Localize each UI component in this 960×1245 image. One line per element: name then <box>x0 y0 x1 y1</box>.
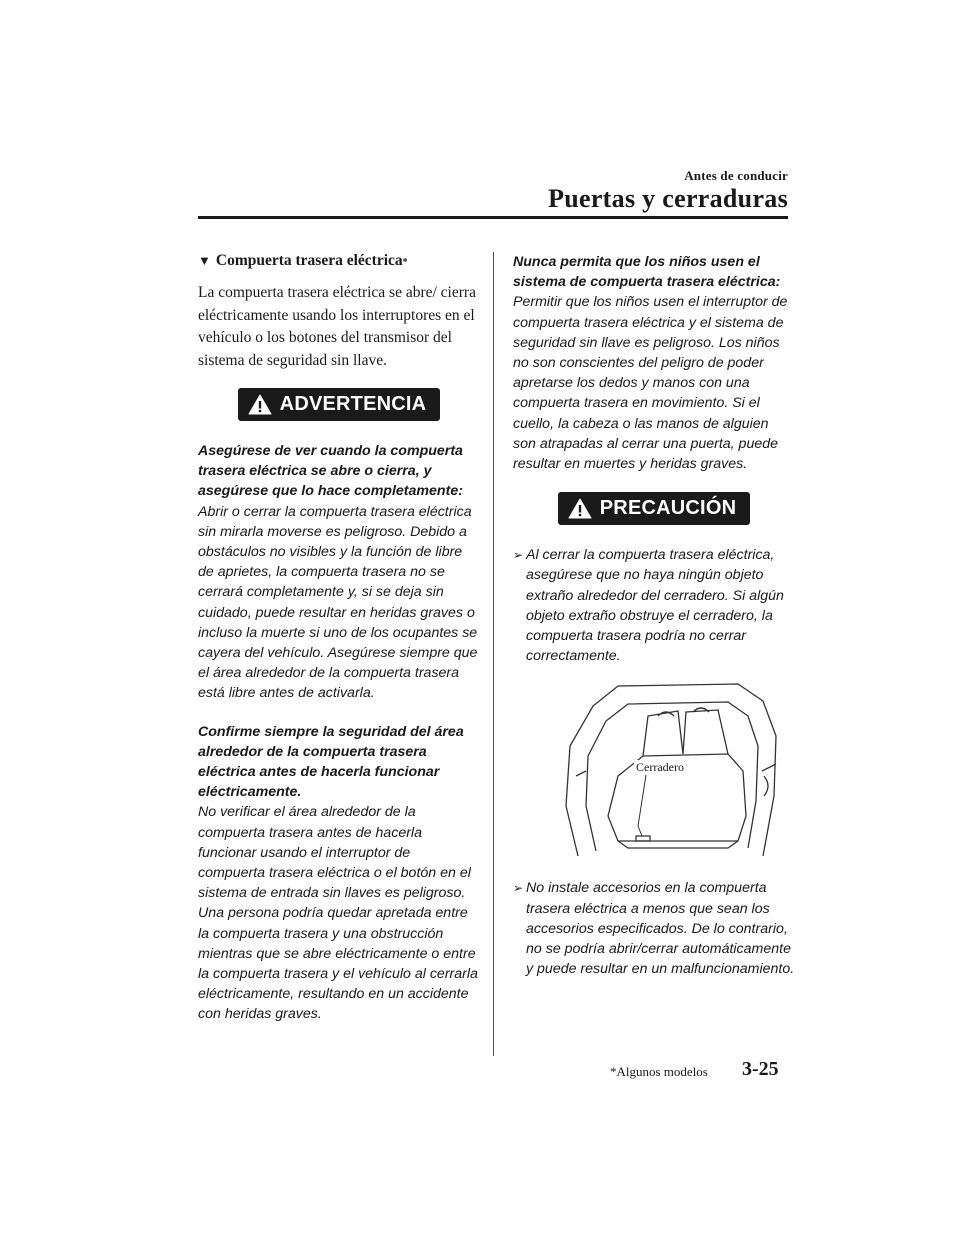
warning-1-title: Asegúrese de ver cuando la compuerta trasera eléctrica se abre o cierra, y asegúrese que lo hace completamente: <box>198 443 463 500</box>
section-title: Puertas y cerraduras <box>548 184 788 213</box>
figure-label-cerradero: Cerradero <box>636 760 684 775</box>
section-heading <box>198 252 480 270</box>
warning-label: ADVERTENCIA <box>279 393 427 415</box>
arrow-bullet-icon: ➢ <box>513 881 524 896</box>
warning-paragraph-2 <box>198 722 480 1025</box>
warning-paragraph-3 <box>513 252 795 474</box>
chapter-title: Antes de conducir <box>684 168 788 183</box>
triangle-down-icon: ▼ <box>198 253 211 268</box>
warning-paragraph-1 <box>198 441 480 704</box>
caution-bullet-1 <box>513 545 795 666</box>
column-divider <box>493 252 494 1056</box>
header-rule <box>198 216 788 219</box>
warning-badge-wrap <box>198 388 480 421</box>
heading-asterisk: * <box>402 257 408 268</box>
warning-2-body: No verificar el área alrededor de la compuerta trasera antes de hacerla funcionar usando el interruptor de compuerta trasera eléctrica o el botón en el sistema de entrada sin llaves es peligroso. Una persona podría quedar apretada entre la compuerta trasera y una obstrucción mientras que se abre eléctricamente o entre la compuerta trasera y el vehículo al cerrarla eléctricamente, resultando en un accidente con heridas graves. <box>198 804 478 1023</box>
caution-label: PRECAUCIÓN <box>599 497 737 520</box>
caution-badge <box>558 492 750 525</box>
right-column <box>513 252 795 989</box>
caution-bullet-2 <box>513 878 795 979</box>
left-column <box>198 252 480 1043</box>
warning-1-body: Abrir o cerrar la compuerta trasera eléctrica sin mirarla moverse es peligroso. Debido a obstáculos no visibles y la función de libre de aprietes, la compuerta trasera no se cerrará completamente y, si se deja sin cuidado, puede resultar en heridas graves o incluso la muerte si uno de los ocupantes se cayera del vehículo. Asegúrese siempre que el área alrededor de la compuerta trasera está libre antes de activarla. <box>198 503 478 702</box>
heading-text: Compuerta trasera eléctrica <box>215 252 403 269</box>
arrow-bullet-icon: ➢ <box>513 548 524 563</box>
warning-icon <box>248 394 272 415</box>
caution-icon <box>568 498 592 519</box>
warning-badge <box>238 388 441 421</box>
warning-3-title: Nunca permita que los niños usen el sistema de compuerta trasera eléctrica: <box>513 254 781 291</box>
footer-note: *Algunos modelos <box>610 1064 708 1079</box>
warning-2-title: Confirme siempre la seguridad del área alrededor de la compuerta trasera eléctrica antes de hacerla funcionar eléctricamente. <box>198 723 464 801</box>
page-number: 3-25 <box>742 1058 779 1080</box>
caution-bullet-text: Al cerrar la compuerta trasera eléctrica, asegúrese que no haya ningún objeto extraño alrededor del cerradero. Si algún objeto extraño obstruye el cerradero, la compuerta trasera podría no cerrar correctamente. <box>526 547 784 665</box>
warning-3-body: Permitir que los niños usen el interruptor de compuerta trasera eléctrica y el sistema de seguridad sin llave es peligroso. Los niños no son conscientes del peligro de poder apretarse los dedos y manos con una compuerta trasera en movimiento. Si el cuello, la cabeza o las manos de alguien son atrapadas al cerrar una puerta, puede resultar en muertes y heridas graves. <box>513 294 788 473</box>
caution-badge-wrap <box>513 492 795 525</box>
trunk-figure <box>548 676 783 866</box>
intro-text: La compuerta trasera eléctrica se abre/ cierra eléctricamente usando los interruptores en el vehículo o los botones del transmisor del sistema de seguridad sin llave. <box>198 284 476 369</box>
caution-bullet-text: No instale accesorios en la compuerta trasera eléctrica a menos que sean los accesorios especificados. De lo contrario, no se podría abrir/cerrar automáticamente y puede resultar en un malfuncionamiento. <box>526 880 795 978</box>
